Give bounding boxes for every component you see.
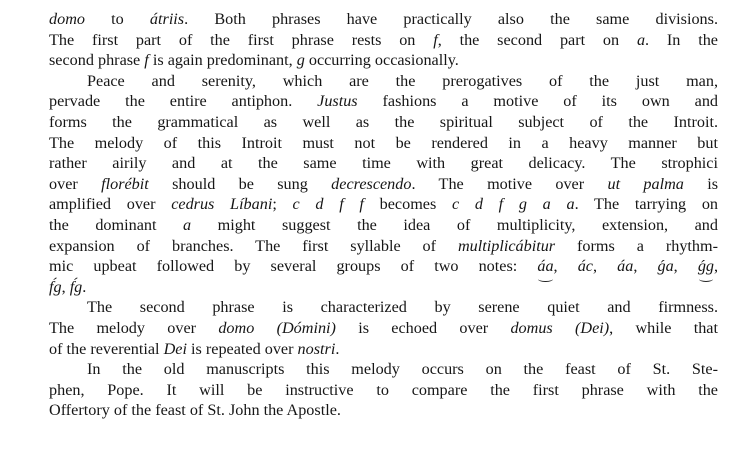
text-run: , <box>61 277 70 296</box>
text-line <box>49 297 718 318</box>
text-run: The first part of the first phrase rests on <box>49 30 434 49</box>
neume-group: ǵg <box>697 257 715 276</box>
text-line <box>49 318 718 339</box>
text-run: . <box>335 339 340 358</box>
neume-group: áa <box>537 257 554 276</box>
italic-term: c d f g a a <box>451 195 575 214</box>
neume-group: áa <box>617 257 634 276</box>
text-line <box>49 30 718 51</box>
text-line <box>49 339 718 360</box>
text-line <box>49 91 718 112</box>
text-run: should be sung <box>148 174 332 193</box>
italic-term: g <box>296 51 305 70</box>
text-run: rather airily and at the same time with great delicacy. The strophici <box>49 154 718 173</box>
text-run: , <box>673 257 698 276</box>
text-line <box>49 71 718 92</box>
text-run: . The motive over <box>411 174 608 193</box>
text-run: forms a rhythm- <box>555 236 718 255</box>
text-run: to <box>84 10 150 28</box>
italic-term: florébit <box>101 174 149 193</box>
text-run: is repeated over <box>186 339 298 358</box>
text-line <box>49 380 718 401</box>
italic-term: f <box>144 51 149 70</box>
text-run: phen, Pope. It will be instructive to compare the first phrase with the <box>49 380 718 399</box>
text-run: over <box>49 174 102 193</box>
text-line <box>49 215 718 236</box>
italic-term: Dei <box>163 339 187 358</box>
text-run: is again predominant, <box>148 51 297 70</box>
text-run: , <box>633 257 658 276</box>
text-run: forms the grammatical as well as the spiritual subject of the Introit. <box>49 112 718 131</box>
italic-term: multiplicábitur <box>457 236 556 255</box>
text-run: of the reverential <box>49 339 164 358</box>
text-line <box>49 9 718 30</box>
text-run: , <box>553 257 578 276</box>
text-run: is <box>683 174 719 193</box>
text-run: The melody over <box>49 318 219 337</box>
italic-term: Justus <box>317 92 358 111</box>
text-run: . In the <box>645 30 718 49</box>
text-run: In the old manuscripts this melody occurs on the feast of St. Ste- <box>87 360 718 379</box>
text-run: . The tarrying on <box>574 195 719 214</box>
italic-term: a <box>183 215 192 234</box>
text-line <box>49 174 718 195</box>
italic-term: nostri <box>297 339 336 358</box>
text-run: , <box>592 257 618 276</box>
italic-term: decrescendo <box>331 174 412 193</box>
text-run: second phrase <box>49 51 145 70</box>
paragraph-3 <box>49 297 718 359</box>
text-run: amplified over <box>49 195 172 214</box>
text-line <box>49 400 718 421</box>
paragraph-2 <box>49 71 718 298</box>
italic-term: f <box>433 30 438 49</box>
text-line <box>49 112 718 133</box>
text-line <box>49 236 718 257</box>
text-run: , <box>714 257 719 276</box>
text-line <box>49 359 718 380</box>
text-run: , while that <box>609 318 718 337</box>
text-line <box>49 256 718 277</box>
neume-group: ác <box>577 257 593 276</box>
neume-group: f́g <box>49 277 62 296</box>
text-run: expansion of branches. The first syllable of <box>49 236 458 255</box>
text-line <box>49 277 718 298</box>
paragraph-4 <box>49 359 718 421</box>
text-run: , the second part on <box>437 30 637 49</box>
text-run: The melody of this Introit must not be rendered in a heavy manner but <box>49 133 718 152</box>
text-run: . <box>82 277 87 296</box>
italic-term: átriis <box>149 10 185 28</box>
italic-term: c d f f <box>292 195 364 214</box>
text-run: occurring occasionally. <box>304 51 459 70</box>
text-run: might suggest the idea of multiplicity, extension, and <box>191 215 718 234</box>
text-run: is echoed over <box>335 318 511 337</box>
italic-term: ut palma <box>607 174 684 193</box>
neume-group: f́g <box>69 277 83 296</box>
text-run: Offertory of the feast of St. John the Apostle. <box>49 401 341 420</box>
italic-term: a <box>636 30 646 49</box>
italic-term: domo <box>49 10 85 28</box>
text-line <box>49 133 718 154</box>
text-run: The second phrase is characterized by serene quiet and firmness. <box>87 298 718 317</box>
text-line <box>49 194 718 215</box>
text-run: becomes <box>363 195 452 214</box>
text-line <box>49 50 718 71</box>
text-run: fashions a motive of its own and <box>357 92 719 111</box>
text-run: ; <box>272 195 293 214</box>
paragraph-1 <box>49 9 718 71</box>
italic-term: cedrus Líbani <box>171 195 273 214</box>
neume-group: ǵa <box>657 257 674 276</box>
text-run: the dominant <box>49 215 184 234</box>
italic-term: domus (Dei) <box>510 318 610 337</box>
text-run: . Both phrases have practically also the same divisions. <box>184 10 718 28</box>
text-line <box>49 153 718 174</box>
italic-term: domo (Dómini) <box>218 318 336 337</box>
text-run: pervade the entire antiphon. <box>49 92 318 111</box>
text-run: Peace and serenity, which are the prerogatives of the just man, <box>87 71 718 90</box>
text-run: mic upbeat followed by several groups of two notes: <box>49 257 538 276</box>
